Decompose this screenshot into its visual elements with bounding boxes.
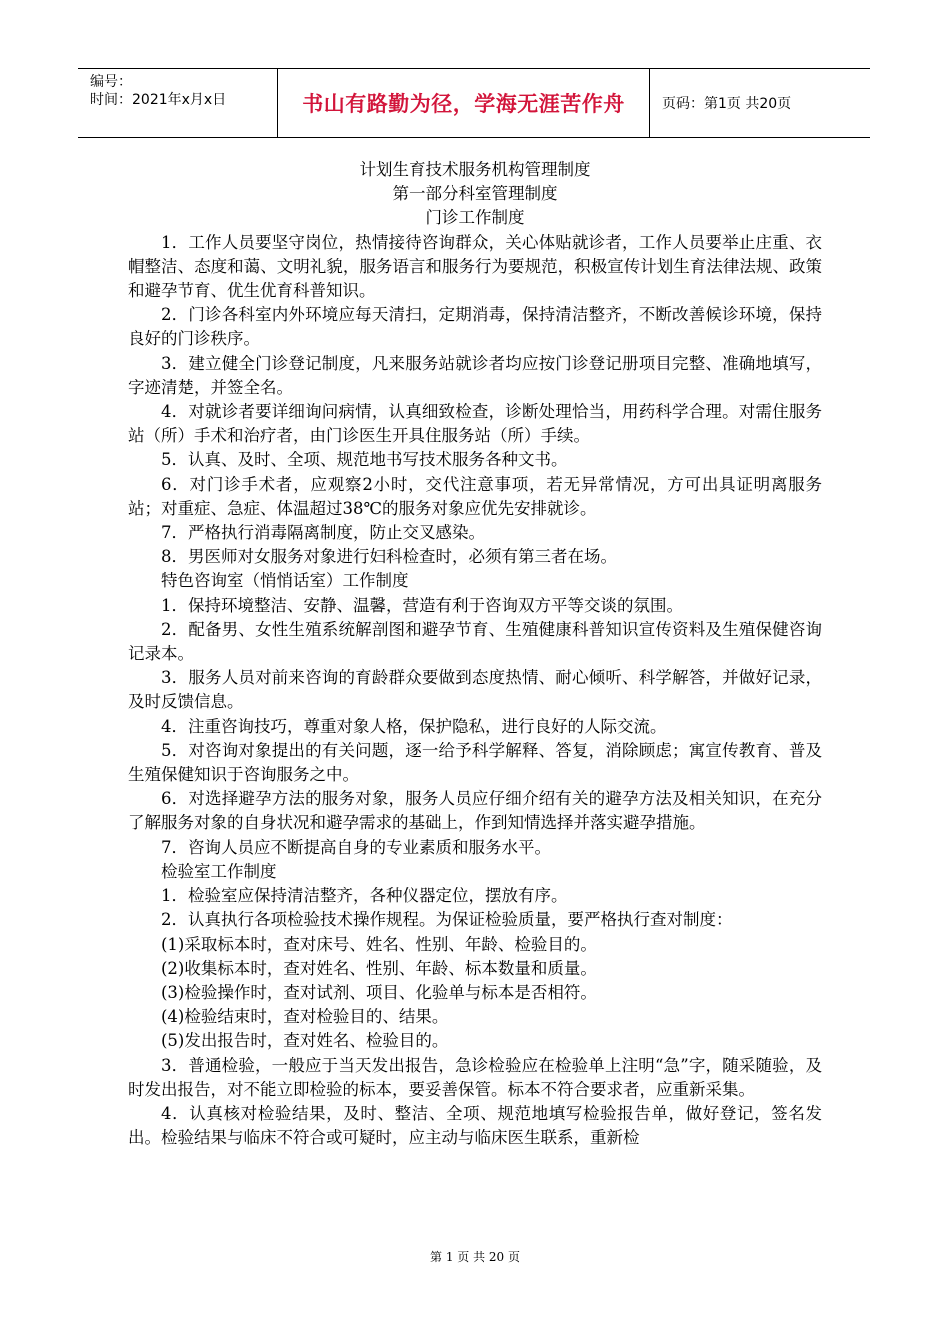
paragraph: 3．普通检验，一般应于当天发出报告，急诊检验应在检验单上注明“急”字，随采随验，及时发出报告，对不能立即检验的标本，要妥善保管。标本不符合要求者，应重新采集。 <box>128 1055 822 1099</box>
paragraph: 2．配备男、女性生殖系统解剖图和避孕节育、生殖健康科普知识宣传资料及生殖保健咨询记录本。 <box>128 619 822 664</box>
page-header <box>78 68 870 138</box>
header-page-info: 页码：第1页 共20页 <box>662 96 792 112</box>
document-time: 时间：2021年x月x日 <box>90 92 227 108</box>
list-item: (2)收集标本时，查对姓名、性别、年龄、标本数量和质量。 <box>161 958 597 978</box>
header-motto: 书山有路勤为径，学海无涯苦作舟 <box>278 69 650 137</box>
paragraph: 4．对就诊者要详细询问病情，认真细致检查，诊断处理恰当，用药科学合理。对需住服务站（所）手术和治疗者，由门诊医生开具住服务站（所）手续。 <box>128 402 822 446</box>
paragraph: 5．对咨询对象提出的有关问题，逐一给予科学解释、答复，消除顾虑；寓宣传教育、普及生殖保健知识于咨询服务之中。 <box>128 740 822 785</box>
paragraph: 3．建立健全门诊登记制度，凡来服务站就诊者均应按门诊登记册项目完整、准确地填写，字迹清楚，并签全名。 <box>128 353 822 397</box>
list-item: (4)检验结束时，查对检验目的、结果。 <box>161 1007 449 1027</box>
paragraph: 6．对门诊手术者，应观察2小时，交代注意事项，若无异常情况，方可出具证明离服务站；对重症、急症、体温超过38℃的服务对象应优先安排就诊。 <box>128 474 822 518</box>
paragraph: 2．门诊各科室内外环境应每天清扫，定期消毒，保持清洁整齐，不断改善候诊环境，保持良好的门诊秩序。 <box>128 305 822 349</box>
paragraph: 7．严格执行消毒隔离制度，防止交叉感染。 <box>161 523 485 543</box>
section-heading: 检验室工作制度 <box>161 861 277 881</box>
section-heading: 特色咨询室（悄悄话室）工作制度 <box>161 571 409 591</box>
document-title: 计划生育技术服务机构管理制度 <box>359 160 591 179</box>
paragraph: 2．认真执行各项检验技术操作规程。为保证检验质量，要严格执行查对制度： <box>161 910 733 930</box>
document-number-label: 编号： <box>90 74 132 90</box>
paragraph: 1．工作人员要坚守岗位，热情接待咨询群众，关心体贴就诊者，工作人员要举止庄重、衣帽整洁、态度和蔼、文明礼貌，服务语言和服务行为要规范，积极宣传计划生育法律法规、政策和避孕节育、优生优育科普知识。 <box>128 232 822 301</box>
paragraph: 4．注重咨询技巧，尊重对象人格，保护隐私，进行良好的人际交流。 <box>161 716 667 736</box>
paragraph: 6．对选择避孕方法的服务对象，服务人员应仔细介绍有关的避孕方法及相关知识，在充分了解服务对象的自身状况和避孕需求的基础上，作到知情选择并落实避孕措施。 <box>128 789 822 833</box>
paragraph: 3．服务人员对前来咨询的育龄群众要做到态度热情、耐心倾听、科学解答，并做好记录，及时反馈信息。 <box>128 668 822 712</box>
paragraph: 8．男医师对女服务对象进行妇科检查时，必须有第三者在场。 <box>161 547 617 567</box>
page-footer: 第 1 页 共 20 页 <box>430 1250 520 1264</box>
paragraph: 1．检验室应保持清洁整齐，各种仪器定位，摆放有序。 <box>161 886 568 906</box>
paragraph: 1．保持环境整洁、安静、温馨，营造有利于咨询双方平等交谈的氛围。 <box>161 595 683 615</box>
part-title: 第一部分科室管理制度 <box>392 184 558 204</box>
header-meta <box>78 69 278 137</box>
list-item: (1)采取标本时，查对床号、姓名、性别、年龄、检验目的。 <box>161 934 597 954</box>
paragraph: 5．认真、及时、全项、规范地书写技术服务各种文书。 <box>161 450 568 470</box>
list-item: (3)检验操作时，查对试剂、项目、化验单与标本是否相符。 <box>161 982 597 1002</box>
paragraph: 7．咨询人员应不断提高自身的专业素质和服务水平。 <box>161 837 551 857</box>
document-body <box>128 158 822 1150</box>
section-title: 门诊工作制度 <box>425 208 525 228</box>
paragraph: 4．认真核对检验结果，及时、整洁、全项、规范地填写检验报告单，做好登记，签名发出。检验结果与临床不符合或可疑时，应主动与临床医生联系，重新检 <box>128 1103 822 1148</box>
list-item: (5)发出报告时，查对姓名、检验目的。 <box>161 1031 449 1051</box>
